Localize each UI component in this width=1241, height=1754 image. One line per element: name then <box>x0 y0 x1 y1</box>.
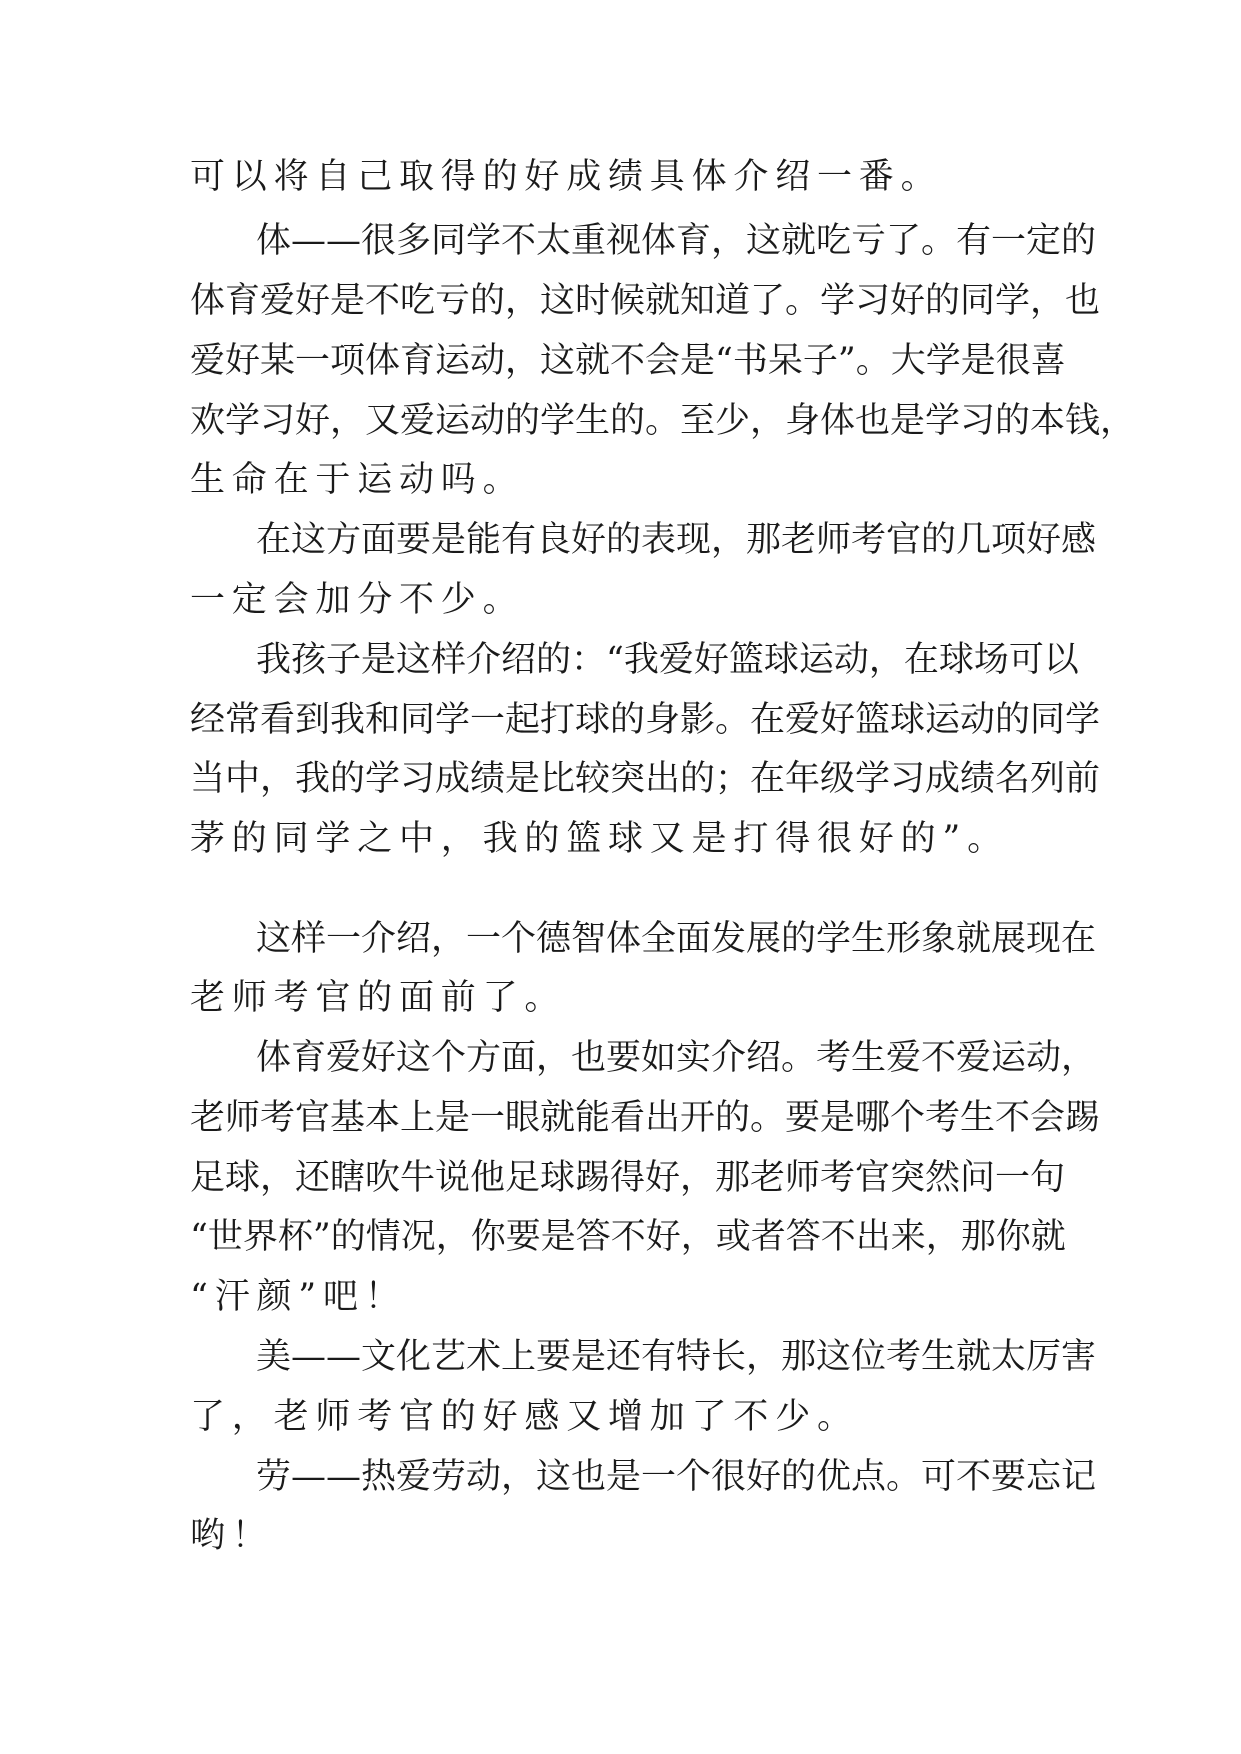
text-line: 爱好某一项体育运动，这就不会是“书呆子”。大学是很喜 <box>190 341 1066 381</box>
text-line: 体育爱好是不吃亏的，这时候就知道了。学习好的同学，也 <box>190 281 1101 321</box>
text-line: 体——很多同学不太重视体育，这就吃亏了。有一定的 <box>256 221 1097 261</box>
text-line: 经常看到我和同学一起打球的身影。在爱好篮球运动的同学 <box>190 700 1101 740</box>
text-line: “世界杯”的情况，你要是答不好，或者答不出来，那你就 <box>190 1217 1066 1257</box>
text-line: 我孩子是这样介绍的：“我爱好篮球运动，在球场可以 <box>256 640 1079 680</box>
text-line: 欢学习好，又爱运动的学生的。至少，身体也是学习的本钱， <box>190 401 1136 441</box>
text-line: 一定会加分不少。 <box>190 580 525 620</box>
text-line: 老师考官基本上是一眼就能看出开的。要是哪个考生不会踢 <box>190 1098 1101 1138</box>
text-line: 在这方面要是能有良好的表现，那老师考官的几项好感 <box>256 520 1097 560</box>
text-line: 老师考官的面前了。 <box>190 978 567 1018</box>
text-line: 哟！ <box>190 1516 274 1556</box>
text-line: 了，老师考官的好感又增加了不少。 <box>190 1397 859 1437</box>
text-line: 这样一介绍，一个德智体全面发展的学生形象就展现在 <box>256 919 1097 959</box>
text-line: 茅的同学之中，我的篮球又是打得很好的”。 <box>190 819 1009 859</box>
text-line: 生命在于运动吗。 <box>190 460 525 500</box>
text-line: 当中，我的学习成绩是比较突出的；在年级学习成绩名列前 <box>190 759 1101 799</box>
text-line: 体育爱好这个方面，也要如实介绍。考生爱不爱运动， <box>256 1038 1097 1078</box>
text-line: 可以将自己取得的好成绩具体介绍一番。 <box>190 157 943 197</box>
text-line: 美——文化艺术上要是还有特长，那这位考生就太厉害 <box>256 1337 1097 1377</box>
text-line: 劳——热爱劳动，这也是一个很好的优点。可不要忘记 <box>256 1457 1097 1497</box>
text-line: “汗颜”吧！ <box>190 1277 407 1317</box>
text-line: 足球，还瞎吹牛说他足球踢得好，那老师考官突然问一句 <box>190 1158 1066 1198</box>
